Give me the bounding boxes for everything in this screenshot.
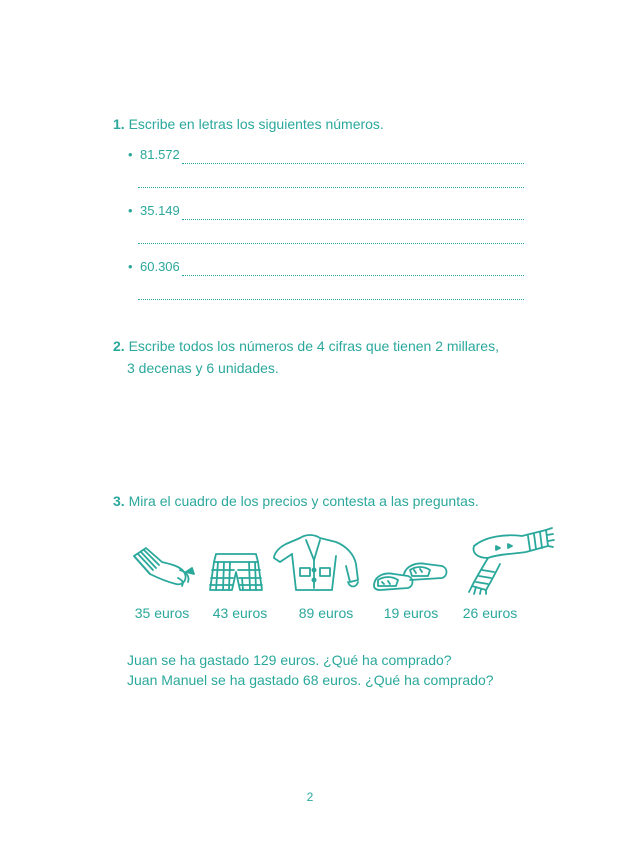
dotted-line <box>182 263 524 276</box>
slippers-icon <box>370 556 450 596</box>
dotted-line <box>182 151 524 164</box>
bullet: • <box>128 147 133 162</box>
question-3 <box>113 491 479 511</box>
question-1-number: 1. <box>113 116 125 132</box>
scarf-icon <box>466 524 554 594</box>
bullet: • <box>128 203 133 218</box>
price-sock: 35 euros <box>134 605 190 621</box>
bullet: • <box>128 259 133 274</box>
answer-line-1b[interactable] <box>138 186 524 188</box>
answer-line-2[interactable] <box>128 202 524 220</box>
question-3b: Juan Manuel se ha gastado 68 euros. ¿Qué ha comprado? <box>127 672 494 688</box>
question-2-line2: 3 decenas y 6 unidades. <box>127 360 279 376</box>
price-jacket: 89 euros <box>298 605 354 621</box>
answer-line-3b[interactable] <box>138 298 524 300</box>
shorts-icon <box>206 548 266 596</box>
question-2 <box>113 336 499 356</box>
question-3-text: Mira el cuadro de los precios y contesta a las preguntas. <box>128 493 479 509</box>
question-2-text-line1: Escribe todos los números de 4 cifras que tienen 2 millares, <box>128 338 499 354</box>
answer-line-2b[interactable] <box>138 242 524 244</box>
number-81572: 81.572 <box>140 147 180 162</box>
price-slippers: 19 euros <box>383 605 439 621</box>
answer-line-1[interactable] <box>128 146 524 164</box>
page-number: 2 <box>306 790 314 804</box>
question-3a: Juan se ha gastado 129 euros. ¿Qué ha comprado? <box>127 652 452 668</box>
sock-icon <box>128 542 200 592</box>
question-1-text: Escribe en letras los siguientes números. <box>128 116 384 132</box>
jacket-icon <box>270 530 362 594</box>
question-3-number: 3. <box>113 493 125 509</box>
question-2-number: 2. <box>113 338 125 354</box>
dotted-line <box>182 207 524 220</box>
question-1 <box>113 114 384 134</box>
number-60306: 60.306 <box>140 259 180 274</box>
price-scarf: 26 euros <box>462 605 518 621</box>
answer-line-3[interactable] <box>128 258 524 276</box>
price-shorts: 43 euros <box>212 605 268 621</box>
number-35149: 35.149 <box>140 203 180 218</box>
